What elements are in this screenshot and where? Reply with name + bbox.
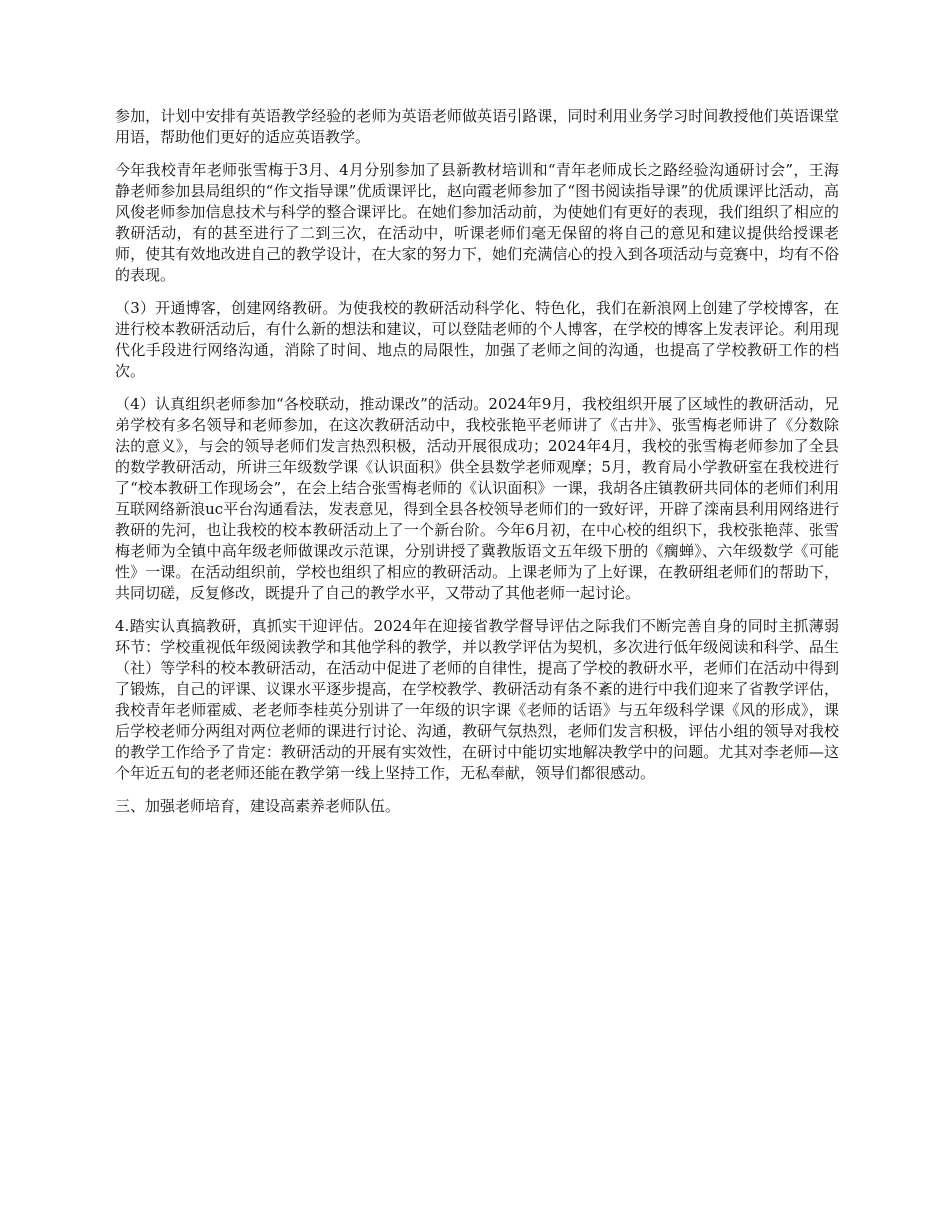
paragraph-young-teachers: 今年我校青年老师张雪梅于3月、4月分别参加了县新教材培训和“青年老师成长之路经验沟通研讨会”，王海静老师参加县局组织的“作文指导课”优质课评比，赵向霞老师参加了“图书阅读指导课”的优质课评比活动，高风俊老师参加信息技术与科学的整合课评比。在她们参加活动前，为使她们有更好的表现，我们组织了相应的教研活动，有的甚至进行了二到三次，在活动中，听课老师们毫无保留的将自己的意见和建议提供给授课老师，使其有效地改进自己的教学设计，在大家的努力下，她们充满信心的投入到各项活动与竞赛中，均有不俗的表现。: [115, 161, 839, 284]
document-page: [115, 106, 839, 829]
paragraph-blog-research: （3）开通博客，创建网络教研。为使我校的教研活动科学化、特色化，我们在新浪网上创建了学校博客，在进行校本教研活动后，有什么新的想法和建议，可以登陆老师的个人博客，在学校的博客上发表评论。利用现代化手段进行网络沟通，消除了时间、地点的局限性，加强了老师之间的沟通，也提高了学校教研工作的档次。: [115, 299, 839, 380]
paragraph-english-teaching: 参加，计划中安排有英语教学经验的老师为英语老师做英语引路课，同时利用业务学习时间教授他们英语课堂用语，帮助他们更好的适应英语教学。: [115, 107, 839, 146]
paragraph-evaluation: 4.踏实认真搞教研，真抓实干迎评估。2024年在迎接省教学督导评估之际我们不断完善自身的同时主抓薄弱环节：学校重视低年级阅读教学和其他学科的教学，并以教学评估为契机，多次进行低年级阅读和科学、品生（社）等学科的校本教研活动，在活动中促进了老师的自律性，提高了学校的教研水平，老师们在活动中得到了锻炼，自己的评课、议课水平逐步提高，在学校教学、教研活动有条不紊的进行中我们迎来了省教学评估，我校青年老师霍威、老老师李桂英分别讲了一年级的识字课《老师的话语》与五年级科学课《风的形成》，课后学校老师分两组对两位老师的课进行讨论、沟通，教研气氛热烈，老师们发言积极，评估小组的领导对我校的教学工作给予了肯定：教研活动的开展有实效性，在研讨中能切实地解决教学中的问题。尤其对李老师—这个年近五旬的老老师还能在教学第一线上坚持工作，无私奉献，领导们都很感动。: [115, 617, 839, 782]
section-heading-teacher-training: 三、加强老师培育，建设高素养老师队伍。: [115, 797, 401, 815]
paragraph-school-linkage: （4）认真组织老师参加“各校联动，推动课改”的活动。2024年9月，我校组织开展了区域性的教研活动，兄弟学校有多名领导和老师参加，在这次教研活动中，我校张艳平老师讲了《古井》、张雪梅老师讲了《分数除法的意义》，与会的领导老师们发言热烈积极，活动开展很成功；2024年4月，我校的张雪梅老师参加了全县的数学教研活动，所讲三年级数学课《认识面积》供全县数学老师观摩；5月，教育局小学教研室在我校进行了“校本教研工作现场会”，在会上结合张雪梅老师的《认识面积》一课，我胡各庄镇教研共同体的老师们利用互联网络新浪uc平台沟通看法，发表意见，得到全县各校领导老师们的一致好评，开辟了滦南县利用网络进行教研的先河，也让我校的校本教研活动上了一个新台阶。今年6月初，在中心校的组织下，我校张艳萍、张雪梅老师为全镇中高年级老师做课改示范课，分别讲授了冀教版语文五年级下册的《瘸蝉》、六年级数学《可能性》一课。在活动组织前，学校也组织了相应的教研活动。上课老师为了上好课，在教研组老师们的帮助下，共同切磋，反复修改，既提升了自己的教学水平，又带动了其他老师一起讨论。: [115, 395, 839, 602]
